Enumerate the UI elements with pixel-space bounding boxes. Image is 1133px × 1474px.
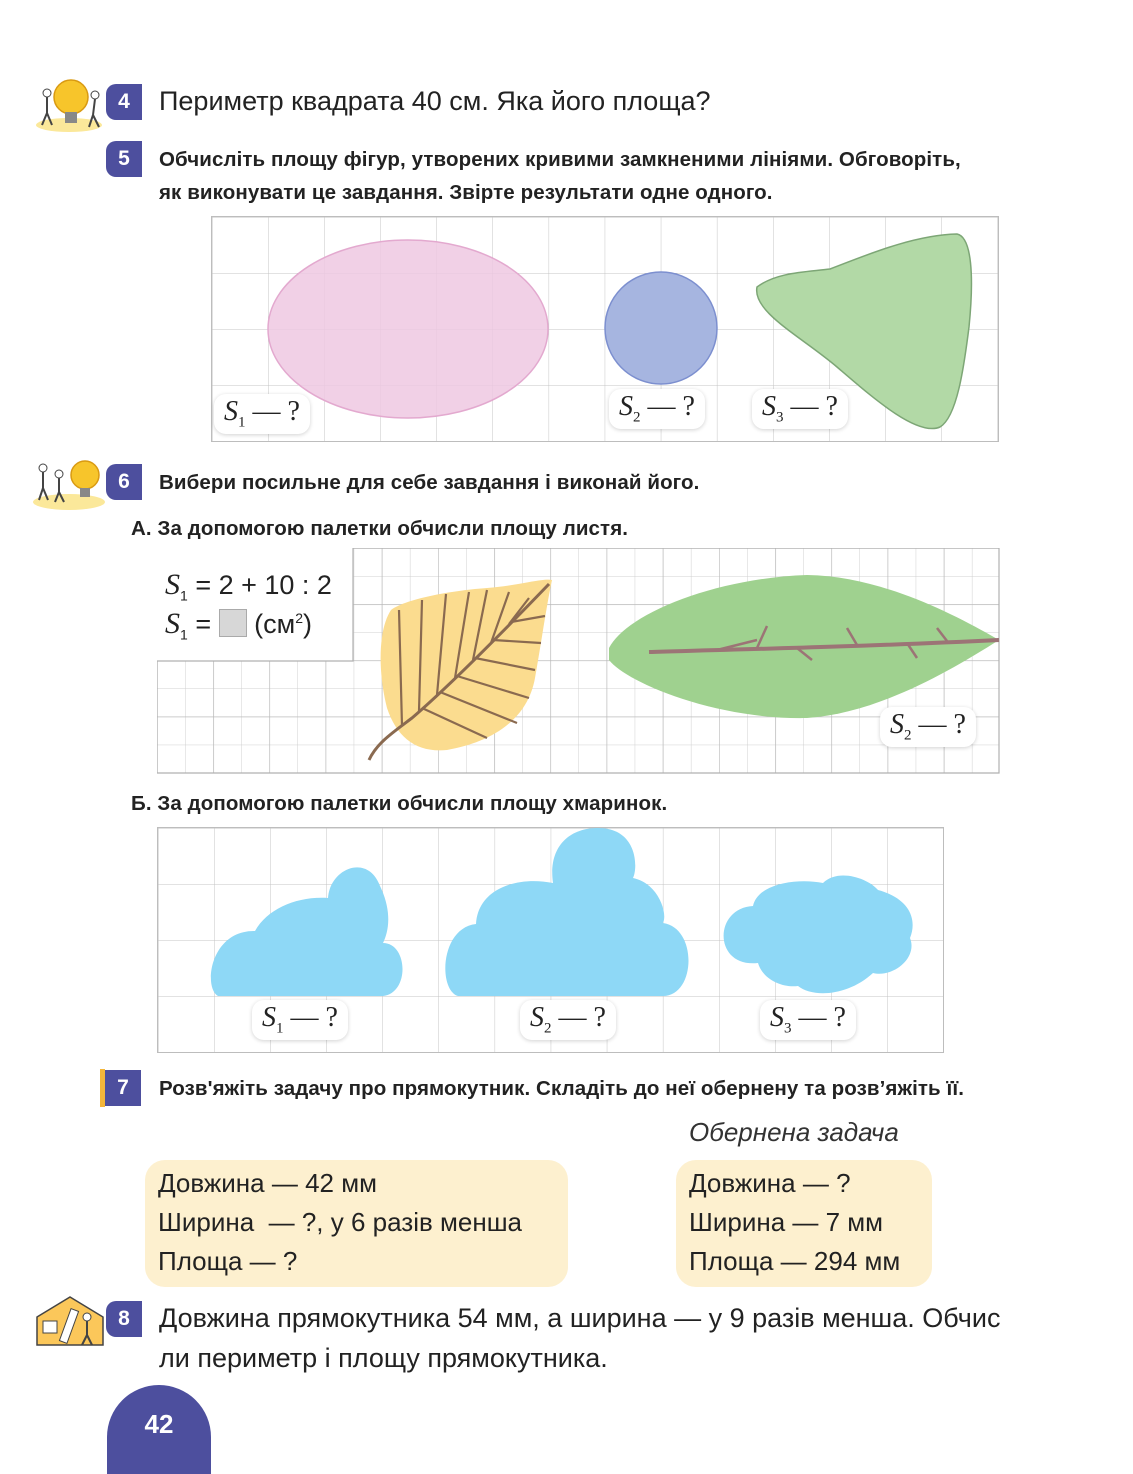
- task-6-part-a: А. За допомогою палетки обчисли площу листя.: [131, 517, 629, 540]
- formula-line-2: $S_1 = (см^2)$: [165, 607, 312, 643]
- pink-ellipse-shape: [268, 240, 548, 418]
- task-5-grid: [211, 216, 999, 442]
- task-4-text: Периметр квадрата 40 см. Яка його площа?: [159, 86, 711, 116]
- box-1-line-3: Площа — ?: [158, 1246, 298, 1276]
- task-6-part-b: Б. За допомогою палетки обчисли площу хмаринок.: [131, 792, 668, 815]
- page-number: 42: [107, 1385, 211, 1474]
- leaf-s2-label: $S_2$ — ?: [880, 707, 976, 747]
- box-2-line-2: Ширина — 7 мм: [689, 1207, 884, 1237]
- s1-label: $S_1$ — ?: [214, 394, 310, 434]
- task-7-box-2: [676, 1160, 932, 1287]
- box-1-line-1: Довжина — 42 мм: [158, 1168, 377, 1198]
- cloud-s1-label: $S_1$ — ?: [252, 1000, 348, 1040]
- task-5-number: 5: [106, 141, 142, 177]
- lightbulb-team-icon: [33, 75, 105, 133]
- task-5-line-1: Обчисліть площу фігур, утворених кривими замкненими лініями. Обговоріть,: [159, 148, 961, 171]
- task-7-text: Розв'яжіть задачу про прямокутник. Складіть до неї обернену та розв’яжіть її.: [159, 1077, 965, 1100]
- cloud-s2-label: $S_2$ — ?: [520, 1000, 616, 1040]
- blue-circle-shape: [605, 272, 717, 384]
- task-6-number: 6: [106, 464, 142, 500]
- cloud-grid: [157, 827, 944, 1053]
- s3-label: $S_3$ — ?: [752, 389, 848, 429]
- cloud-s3-label: $S_3$ — ?: [760, 1000, 856, 1040]
- formula-line-1: $S_1 = 2 + 10$ : 2: [165, 568, 332, 604]
- task-8-line-1: Довжина прямокутника 54 мм, а ширина — у 9 разів менша. Обчис: [159, 1303, 1001, 1333]
- task-4-number: 4: [106, 84, 142, 120]
- lightbulb-choice-icon: [31, 454, 107, 512]
- house-pencil-icon: [35, 1295, 105, 1347]
- task-7-box-1: [145, 1160, 568, 1287]
- leaf-grid: [157, 548, 1000, 774]
- box-2-line-1: Довжина — ?: [689, 1168, 851, 1198]
- task-8-number: 8: [106, 1301, 142, 1337]
- box-2-line-3: Площа — 294 мм: [689, 1246, 901, 1276]
- answer-box[interactable]: [219, 609, 247, 637]
- task-6-text: Вибери посильне для себе завдання і виконай його.: [159, 471, 700, 494]
- task-7-number: 7: [105, 1070, 141, 1106]
- s2-label: $S_2$ — ?: [609, 389, 705, 429]
- task-8-line-2: ли периметр і площу прямокутника.: [159, 1343, 608, 1373]
- task-5-line-2: як виконувати це завдання. Звірте результати одне одного.: [159, 181, 773, 204]
- inverse-task-title: Обернена задача: [689, 1117, 899, 1147]
- box-1-line-2: Ширина — ?, у 6 разів менша: [158, 1207, 523, 1237]
